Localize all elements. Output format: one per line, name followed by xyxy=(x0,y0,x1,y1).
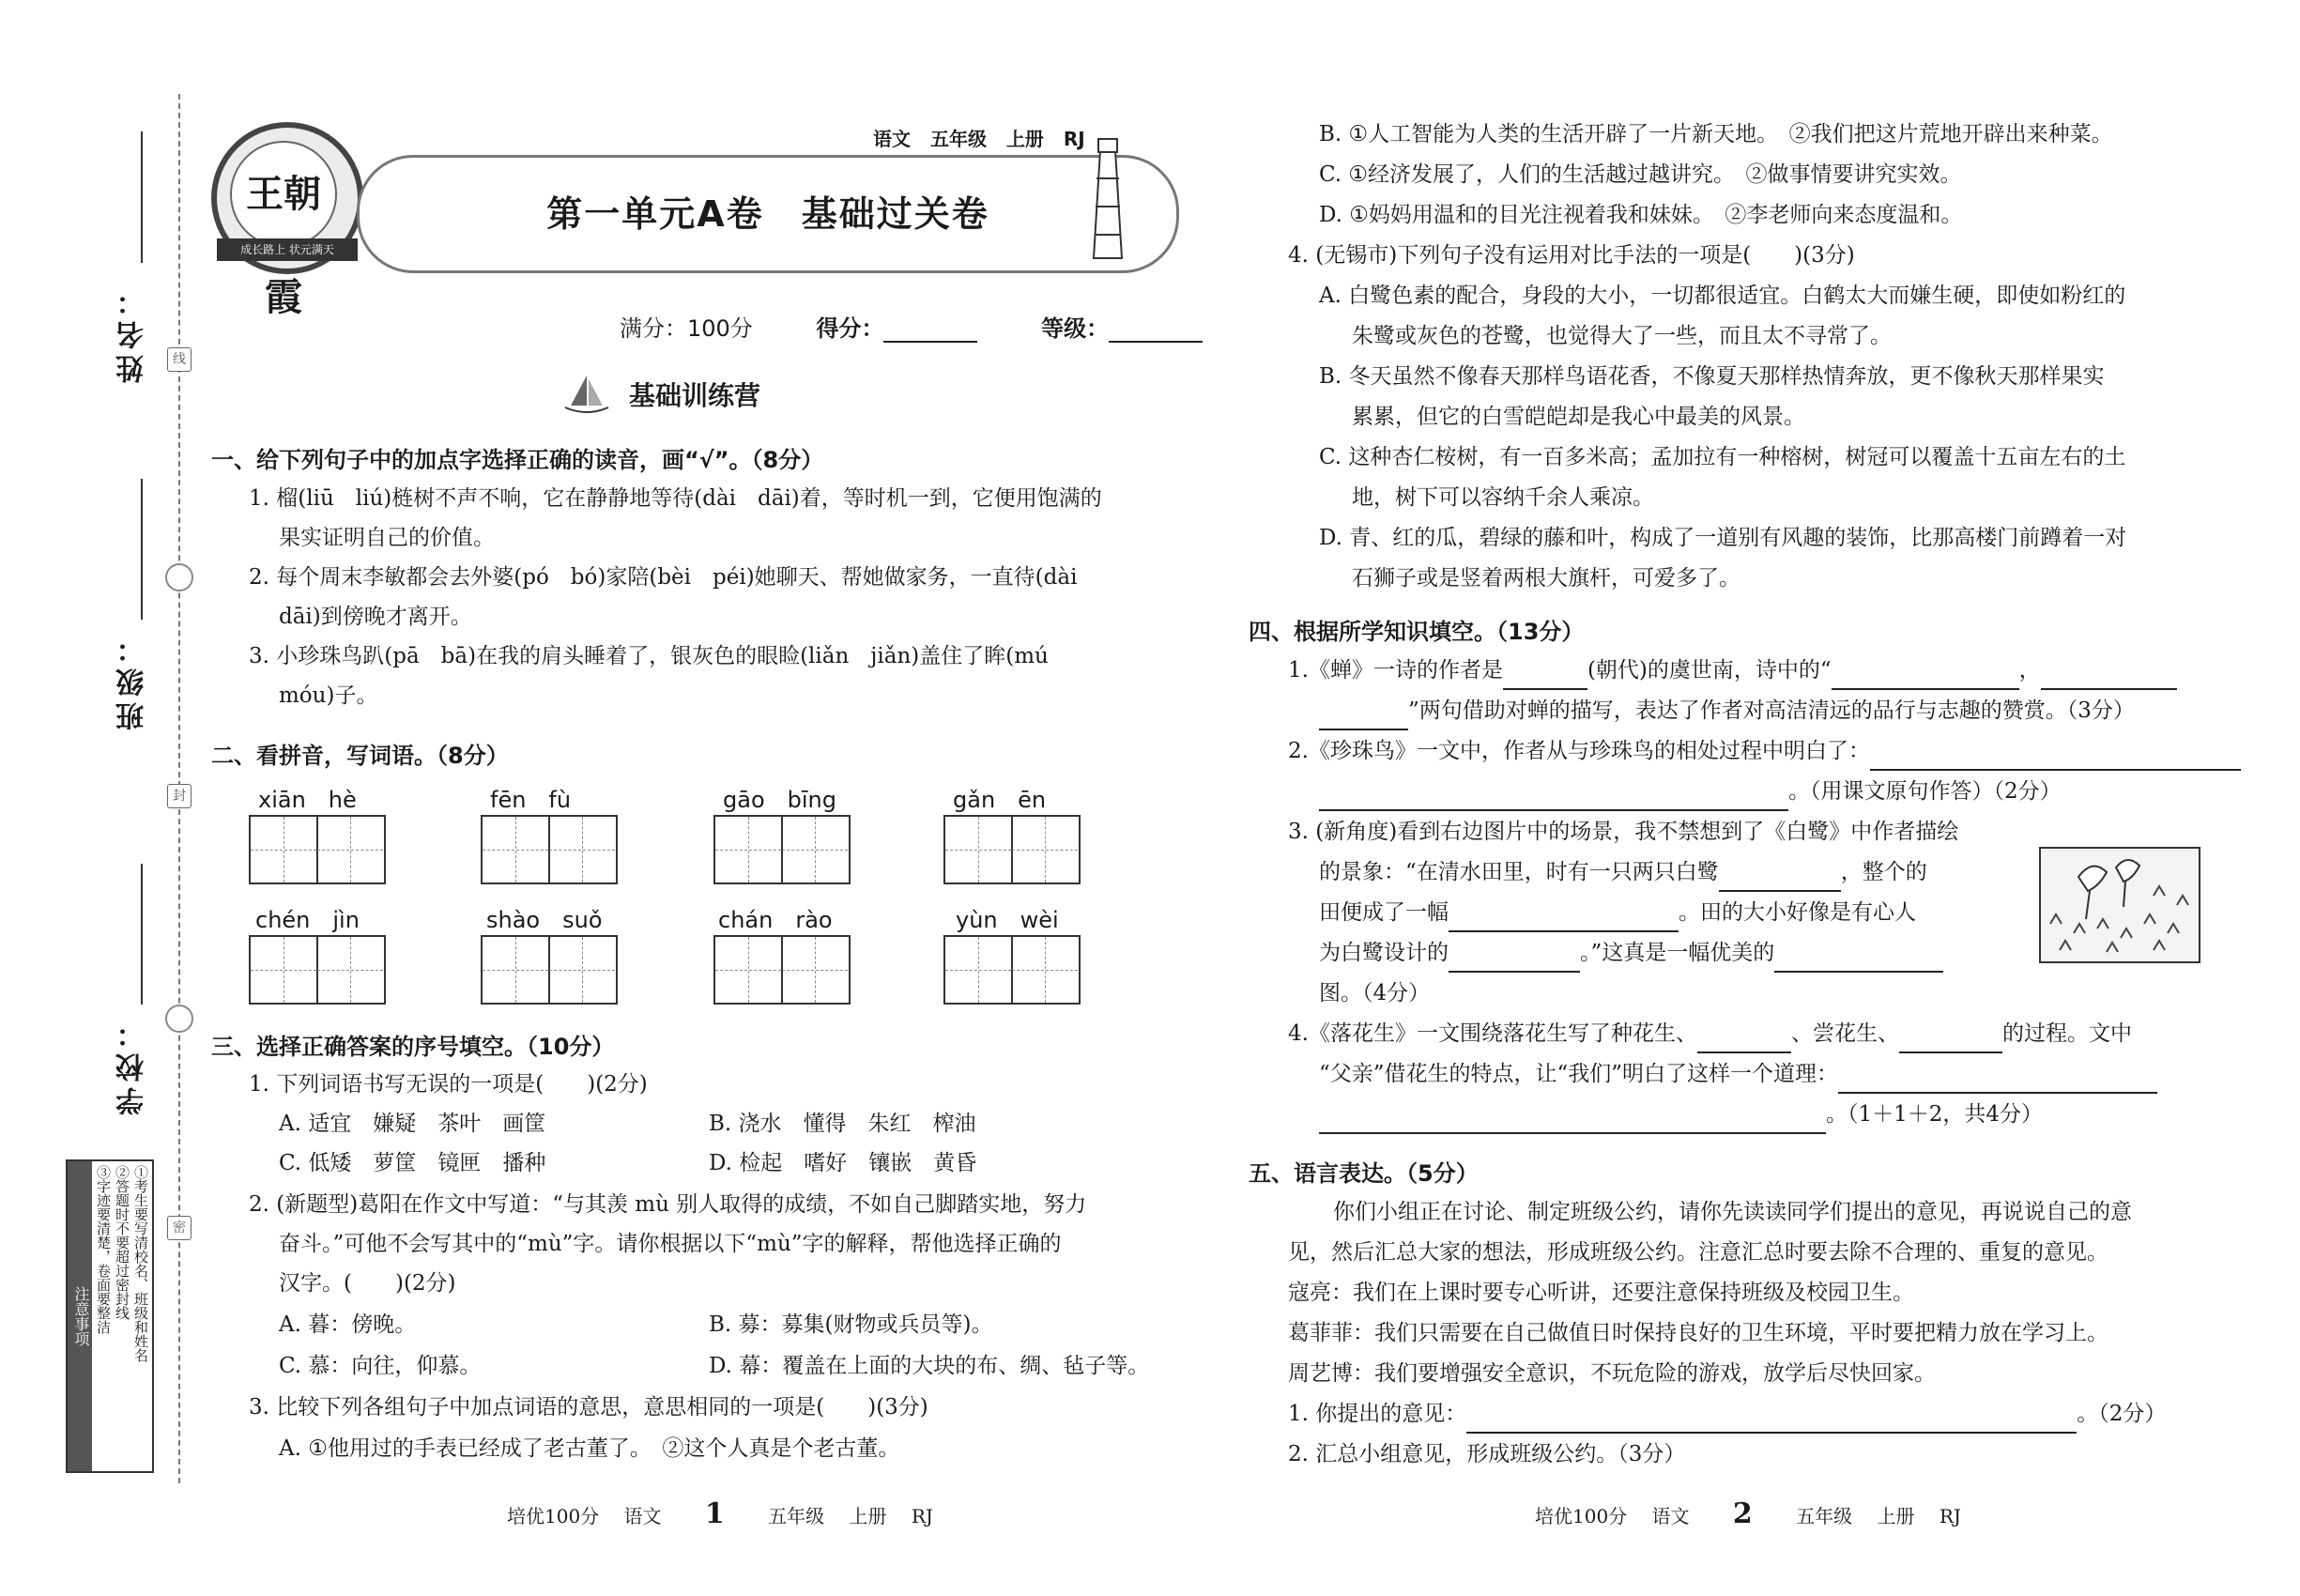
q3-option: 石狮子或是竖着两根大旗杆，可爱多了。 xyxy=(1352,566,1740,591)
q4-line xyxy=(1319,852,1927,892)
q4-line xyxy=(1319,772,2062,811)
notice-title: 注意事项 xyxy=(68,1161,92,1471)
q3-option: B. ①人工智能为人类的生活开辟了一片新天地。 ②我们把这片荒地开辟出来种菜。 xyxy=(1319,122,2113,146)
pinyin-label: chén jìn xyxy=(255,907,360,933)
q4-line xyxy=(1288,1014,2132,1053)
notice-item: ②答题时不要超过密封线 xyxy=(114,1165,130,1320)
q3-option: A. 白鹭色素的配合，身段的大小，一切都很适宜。白鹤太大而嫌生硬，即使如粉红的 xyxy=(1319,284,2126,308)
egret-picture xyxy=(2039,847,2200,963)
title-bar xyxy=(357,155,1179,273)
binding-hole-icon xyxy=(165,563,193,591)
q4-text: (朝代)的虞世南，诗中的“ xyxy=(1587,658,1832,683)
writing-grid[interactable] xyxy=(249,935,386,1005)
full-score: 满分：100分 xyxy=(620,315,753,342)
q4-heading: 四、根据所学知识填空。（13分） xyxy=(1249,619,1585,645)
q4-text: 、尝花生、 xyxy=(1790,1021,1899,1046)
q4-text: ， xyxy=(2018,658,2041,683)
answer-blank[interactable] xyxy=(1449,908,1679,932)
binding-hole-icon xyxy=(165,1005,193,1033)
q4-line: 3. (新角度)看到右边图片中的场景，我不禁想到了《白鹭》中作者描绘 xyxy=(1288,820,1959,844)
q4-text: 为白鹭设计的 xyxy=(1319,941,1449,965)
q4-line xyxy=(1319,933,1943,973)
q3-option: D. 幕：覆盖在上面的大块的布、绸、毡子等。 xyxy=(709,1354,1150,1378)
notice-box xyxy=(66,1159,154,1473)
page-footer-left xyxy=(507,1497,933,1530)
answer-blank[interactable] xyxy=(1899,1029,2002,1053)
pinyin-label: xiān hè xyxy=(258,787,357,813)
q4-line xyxy=(1288,731,2241,771)
q4-text: ”两句借助对蝉的描写，表达了作者对高洁清远的品行与志趣的赞赏。（3分） xyxy=(1408,698,2135,723)
q4-text: “父亲”借花生的特点，让“我们”明白了这样一个道理： xyxy=(1319,1062,1839,1086)
q4-line xyxy=(1319,1095,2043,1134)
footer-volume: 上册 xyxy=(1877,1505,1915,1527)
q5-line: 2. 汇总小组意见，形成班级公约。（3分） xyxy=(1288,1442,1686,1466)
answer-blank[interactable] xyxy=(1503,666,1587,690)
school-label: 学校： xyxy=(116,1014,149,1115)
page-number: 2 xyxy=(1732,1497,1753,1530)
answer-blank[interactable] xyxy=(1774,948,1943,973)
q4-text: 。（用课文原句作答）（2分） xyxy=(1788,779,2062,804)
q4-text: 1.《蝉》一诗的作者是 xyxy=(1288,658,1503,683)
q3-line: 4. (无锡市)下列句子没有运用对比手法的一项是( )(3分) xyxy=(1288,243,1855,268)
q3-option: B. 冬天虽然不像春天那样鸟语花香，不像夏天那样热情奔放，更不像秋天那样果实 xyxy=(1319,364,2105,389)
pinyin-label: gāo bīng xyxy=(723,787,836,813)
q3-option: 累累，但它的白雪皑皑却是我心中最美的风景。 xyxy=(1352,405,1805,429)
notice-item: ③字迹要清楚，卷面要整洁 xyxy=(95,1165,112,1334)
page-number: 1 xyxy=(704,1497,725,1530)
q4-text: 。田的大小好像是有心人 xyxy=(1679,900,1916,925)
answer-blank[interactable] xyxy=(1870,746,2241,771)
q3-option: D. ①妈妈用温和的目光注视着我和妹妹。 ②李老师向来态度温和。 xyxy=(1319,203,1963,227)
q1-line: 果实证明自己的价值。 xyxy=(279,526,495,550)
q3-option: C. 低矮 萝筐 镜匣 播种 xyxy=(279,1151,546,1175)
q5-line: 见，然后汇总大家的想法，形成班级公约。注意汇总时要去除不合理的、重复的意见。 xyxy=(1288,1240,2108,1265)
pinyin-label: fēn fù xyxy=(490,787,572,813)
answer-blank[interactable] xyxy=(1319,706,1408,730)
q3-option: A. 适宜 嫌疑 茶叶 画筐 xyxy=(279,1112,546,1136)
q4-text: 。”这真是一幅优美的 xyxy=(1580,941,1775,965)
answer-blank[interactable] xyxy=(1319,1110,1826,1134)
q3-option: A. 暮：傍晚。 xyxy=(279,1312,417,1337)
name-label: 姓名： xyxy=(116,282,149,383)
q3-option: B. 募：募集(财物或兵员等)。 xyxy=(709,1312,993,1337)
q3-option: 地，树下可以容纳千余人乘凉。 xyxy=(1352,485,1654,510)
footer-book: 培优100分 xyxy=(1535,1505,1628,1527)
q3-line: 汉字。( )(2分) xyxy=(279,1271,456,1296)
writing-grid[interactable] xyxy=(481,935,618,1005)
footer-grade: 五年级 xyxy=(1796,1505,1853,1527)
q3-line: 奋斗。”可他不会写其中的“mù”字。请你根据以下“mù”字的解释，帮他选择正确的 xyxy=(279,1232,1062,1256)
class-underline xyxy=(141,479,143,620)
brand-logo xyxy=(211,122,363,319)
q4-text: ，整个的 xyxy=(1840,860,1927,884)
score-line xyxy=(620,310,1259,343)
footer-volume: 上册 xyxy=(849,1505,887,1527)
level-field[interactable] xyxy=(1109,318,1203,343)
q3-option: C. 这种杏仁桉树，有一百多米高；孟加拉有一种榕树，树冠可以覆盖十五亩左右的土 xyxy=(1319,445,2126,469)
notice-items xyxy=(94,1165,150,1362)
cut-mark: 密 xyxy=(167,1216,192,1240)
q5-line: 你们小组正在讨论、制定班级公约，请你先读读同学们提出的意见，再说说自己的意 xyxy=(1333,1200,2132,1224)
answer-blank[interactable] xyxy=(1449,948,1580,973)
footer-grade: 五年级 xyxy=(768,1505,825,1527)
answer-blank[interactable] xyxy=(1697,1029,1791,1053)
footer-edition: RJ xyxy=(911,1505,933,1527)
q4-text: 2.《珍珠鸟》一文中，作者从与珍珠鸟的相处过程中明白了： xyxy=(1288,739,1870,763)
q3-option: 朱鹭或灰色的苍鹭，也觉得大了一些，而且太不寻常了。 xyxy=(1352,324,1892,348)
q4-text: 的过程。文中 xyxy=(2001,1021,2132,1046)
pinyin-label: shào suǒ xyxy=(486,907,603,933)
q4-line xyxy=(1319,893,1916,932)
q5-answer-line xyxy=(1288,1394,2166,1434)
class-label: 班级： xyxy=(116,629,149,730)
footer-subject: 语文 xyxy=(623,1505,662,1527)
score-field[interactable] xyxy=(883,318,977,343)
q3-line: 2. (新题型)葛阳在作文中写道：“与其羡 mù 别人取得的成绩，不如自己脚踏实地，努力 xyxy=(249,1192,1087,1217)
answer-blank[interactable] xyxy=(1838,1069,2157,1094)
q3-option: A. ①他用过的手表已经成了老古董了。 ②这个人真是个老古董。 xyxy=(279,1436,900,1461)
pinyin-label: chán rào xyxy=(718,907,833,933)
q1-line: dāi)到傍晚才离开。 xyxy=(279,605,472,629)
q4-line xyxy=(1288,651,2177,690)
writing-grid[interactable] xyxy=(481,815,618,884)
q1-heading: 一、给下列句子中的加点字选择正确的读音，画“√”。（8分） xyxy=(211,447,824,473)
q4-text: 4.《落花生》一文围绕落花生写了种花生、 xyxy=(1288,1021,1697,1046)
section-banner: 基础训练营 xyxy=(629,380,761,411)
q5-line: 周艺博：我们要增强安全意识，不玩危险的游戏，放学后尽快回家。 xyxy=(1288,1361,1936,1386)
school-underline xyxy=(141,864,143,1005)
volume: 上册 xyxy=(1005,128,1044,150)
subject-line xyxy=(873,124,1085,151)
q3-heading: 三、选择正确答案的序号填空。（10分） xyxy=(211,1034,615,1060)
page-footer-right xyxy=(1535,1497,1961,1530)
footer-subject: 语文 xyxy=(1651,1505,1690,1527)
q3-option: B. 浇水 懂得 朱红 榨油 xyxy=(709,1112,976,1136)
q4-text: 的景象：“在清水田里，时有一只两只白鹭 xyxy=(1319,860,1719,884)
level-label: 等级： xyxy=(1041,315,1110,342)
q1-line: 3. 小珍珠鸟趴(pā bā)在我的肩头睡着了，银灰色的眼睑(liǎn jiǎn)盖住了眸(mú xyxy=(249,644,1049,668)
answer-blank[interactable] xyxy=(1719,867,1841,892)
lighthouse-icon xyxy=(1080,131,1136,263)
edition: RJ xyxy=(1063,128,1085,150)
q5-line: 葛菲菲：我们只需要在自己做值日时保持良好的卫生环境，平时要把精力放在学习上。 xyxy=(1288,1321,2108,1345)
sailboat-icon xyxy=(563,374,610,415)
cut-mark: 线 xyxy=(167,347,192,372)
page-title: 第一单元A卷 基础过关卷 xyxy=(546,193,989,235)
pinyin-label: yùn wèi xyxy=(956,907,1059,933)
answer-blank[interactable] xyxy=(1466,1409,2077,1434)
q3-option: C. 慕：向往，仰慕。 xyxy=(279,1354,482,1378)
writing-grid[interactable] xyxy=(943,935,1081,1005)
footer-book: 培优100分 xyxy=(507,1505,600,1527)
writing-grid[interactable] xyxy=(943,815,1081,884)
q3-option: D. 检起 嗜好 镶嵌 黄昏 xyxy=(709,1151,977,1175)
subject: 语文 xyxy=(873,128,911,150)
egret-image xyxy=(2041,849,2199,961)
answer-blank[interactable] xyxy=(1832,666,2019,690)
logo-ribbon: 成长路上 状元满天 xyxy=(217,238,358,261)
q3-option: C. ①经济发展了，人们的生活越过越讲究。 ②做事情要讲究实效。 xyxy=(1319,162,1962,187)
writing-grid[interactable] xyxy=(713,815,851,884)
q1-line: móu)子。 xyxy=(279,683,378,708)
q1-line: 1. 榴(liū liú)梿树不声不响，它在静静地等待(dài dāi)着，等时机一到，它便用饱满的 xyxy=(249,486,1102,511)
q4-line xyxy=(1319,691,2135,730)
q5-heading: 五、语言表达。（5分） xyxy=(1249,1160,1479,1187)
q4-line xyxy=(1319,1054,2157,1094)
binding-strip xyxy=(0,0,188,1596)
q4-text: 田便成了一幅 xyxy=(1319,900,1449,925)
q3-line: 1. 下列词语书写无误的一项是( )(2分) xyxy=(249,1072,648,1097)
answer-blank[interactable] xyxy=(2041,666,2177,690)
notice-item: ①考生要写清校名、班级和姓名 xyxy=(132,1165,149,1362)
logo-text: 王朝霞 xyxy=(230,141,337,248)
q1-line: 2. 每个周末李敏都会去外婆(pó bó)家陪(bèi péi)她聊天、帮她做家务，一直待(dài xyxy=(249,565,1078,590)
writing-grid[interactable] xyxy=(713,935,851,1005)
q2-heading: 二、看拼音，写词语。（8分） xyxy=(211,743,509,769)
answer-blank[interactable] xyxy=(1319,787,1788,811)
q3-line: 3. 比较下列各组句子中加点词语的意思，意思相同的一项是( )(3分) xyxy=(249,1395,928,1420)
footer-edition: RJ xyxy=(1939,1505,1961,1527)
cut-mark: 封 xyxy=(167,784,192,808)
pinyin-label: gǎn ēn xyxy=(953,787,1047,813)
q5-text: 。（2分） xyxy=(2077,1402,2167,1426)
q5-line: 寇亮：我们在上课时要专心听讲，还要注意保持班级及校园卫生。 xyxy=(1288,1281,1914,1305)
writing-grid[interactable] xyxy=(249,815,386,884)
q5-text: 1. 你提出的意见： xyxy=(1288,1402,1467,1426)
grade: 五年级 xyxy=(929,128,987,150)
name-underline xyxy=(141,131,143,263)
q4-text: 。（1＋1＋2，共4分） xyxy=(1826,1102,2044,1127)
score-label: 得分： xyxy=(816,315,884,342)
q3-option: D. 青、红的瓜，碧绿的藤和叶，构成了一道别有风趣的装饰，比那高楼门前蹲着一对 xyxy=(1319,526,2127,550)
q4-line: 图。（4分） xyxy=(1319,981,1431,1005)
